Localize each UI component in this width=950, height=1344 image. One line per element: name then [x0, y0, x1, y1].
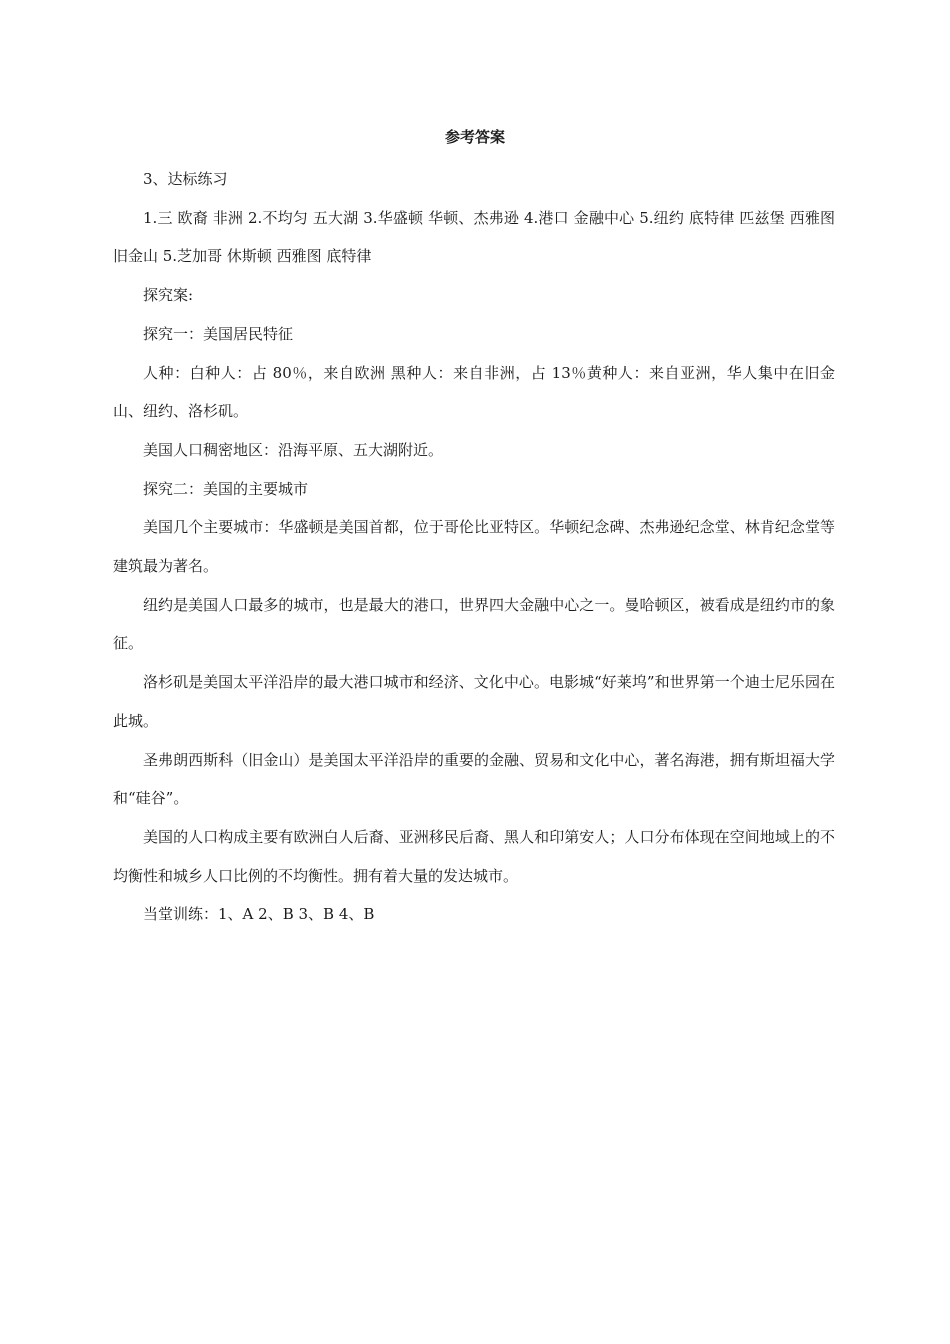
paragraph-new-york: 纽约是美国人口最多的城市，也是最大的港口，世界四大金融中心之一。曼哈顿区，被看成是纽约市的象征。 — [113, 595, 835, 653]
class-training-answers: 当堂训练：1、A 2、B 3、B 4、B — [143, 905, 375, 924]
document-title: 参考答案 — [444, 128, 505, 146]
section-heading-inquiry: 探究案: — [143, 286, 194, 305]
paragraph-washington: 美国几个主要城市：华盛顿是美国首都，位于哥伦比亚特区。华顿纪念碑、杰弗逊纪念堂、林肯纪念堂等建筑最为著名。 — [113, 518, 835, 576]
section-heading-practice: 3、达标练习 — [143, 170, 228, 188]
paragraph-race: 人种：白种人：占 80％，来自欧洲 黑种人：来自非洲，占 13％黄种人：来自亚洲，华人集中在旧金山、纽约、洛杉矶。 — [113, 363, 835, 421]
inquiry-two-heading: 探究二：美国的主要城市 — [143, 479, 309, 498]
practice-answers: 1.三 欧裔 非洲 2.不均匀 五大湖 3.华盛顿 华顿、杰弗逊 4.港口 金融中心 5.纽约 底特律 匹兹堡 西雅图 旧金山 5.芝加哥 休斯顿 西雅图 底特律 — [113, 208, 835, 266]
paragraph-san-francisco: 圣弗朗西斯科（旧金山）是美国太平洋沿岸的重要的金融、贸易和文化中心，著名海港，拥有斯坦福大学和“硅谷”。 — [113, 750, 835, 808]
document-body — [113, 160, 835, 934]
paragraph-population: 美国的人口构成主要有欧洲白人后裔、亚洲移民后裔、黑人和印第安人；人口分布体现在空间地域上的不均衡性和城乡人口比例的不均衡性。拥有着大量的发达城市。 — [113, 827, 835, 885]
inquiry-one-heading: 探究一：美国居民特征 — [143, 324, 294, 343]
paragraph-dense-areas: 美国人口稠密地区：沿海平原、五大湖附近。 — [143, 440, 444, 459]
paragraph-los-angeles: 洛杉矶是美国太平洋沿岸的最大港口城市和经济、文化中心。电影城“好莱坞”和世界第一个迪士尼乐园在此城。 — [113, 673, 835, 730]
